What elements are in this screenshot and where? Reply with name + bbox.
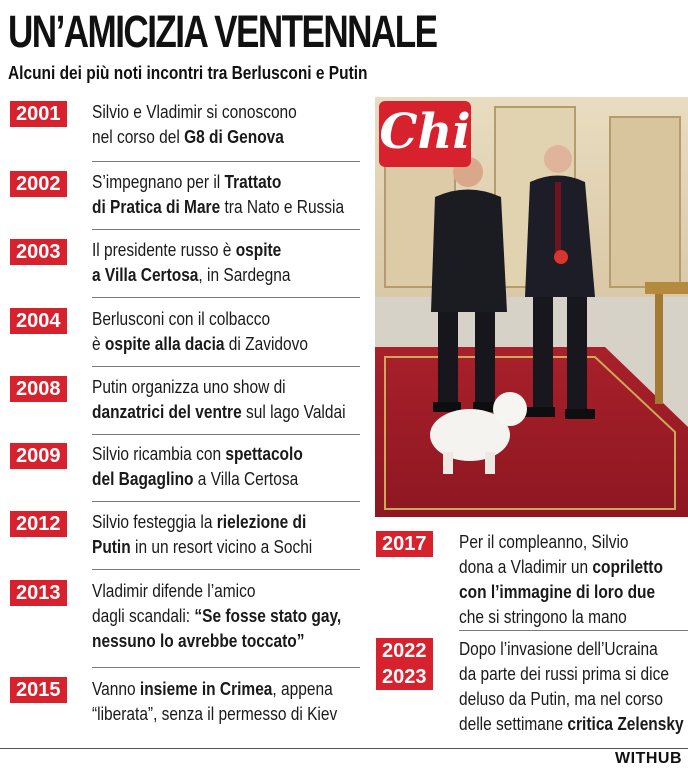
text-line: Berlusconi con il colbacco (92, 309, 271, 329)
text-line: del Bagaglino a Villa Certosa (92, 469, 299, 489)
divider (92, 434, 360, 435)
text-line: Silvio festeggia la rielezione di (92, 512, 307, 532)
timeline-entry-2022-2023 (459, 637, 684, 737)
photo-berlusconi-putin (375, 97, 688, 517)
footer-divider (0, 748, 688, 749)
text-line: dagli scandali: “Se fosse stato gay, (92, 606, 342, 626)
timeline-entry-2015 (92, 677, 337, 727)
text-line: deluso da Putin, ma nel corso (459, 689, 663, 709)
divider (92, 366, 360, 367)
divider (92, 501, 360, 502)
year-badge-2012: 2012 (10, 511, 67, 537)
text-line: che si stringono la mano (459, 607, 627, 627)
text-line: nessuno lo avrebbe toccato” (92, 631, 305, 651)
year-badge-2003: 2003 (10, 239, 67, 265)
text-line: Vanno insieme in Crimea, appena (92, 679, 333, 699)
divider (92, 161, 360, 162)
year-label: 2023 (382, 666, 427, 688)
text-line: Il presidente russo è ospite (92, 240, 282, 260)
timeline-entry-2001 (92, 100, 297, 150)
divider (92, 229, 360, 230)
timeline-entry-2012 (92, 510, 312, 560)
text-line: Silvio ricambia con spettacolo (92, 444, 303, 464)
year-badge-2004: 2004 (10, 308, 67, 334)
divider (92, 297, 360, 298)
year-badge-2009: 2009 (10, 443, 67, 469)
year-badge-2001: 2001 (10, 101, 67, 127)
year-badge-2015: 2015 (10, 677, 67, 703)
text-line: di Pratica di Mare tra Nato e Russia (92, 197, 345, 217)
year-badge-2022-2023 (376, 638, 433, 690)
text-line: delle settimane critica Zelensky (459, 714, 684, 734)
text-line: a Villa Certosa, in Sardegna (92, 265, 291, 285)
timeline-entry-2017 (459, 530, 663, 630)
text-line: Putin in un resort vicino a Sochi (92, 537, 313, 557)
timeline-entry-2008 (92, 375, 346, 425)
text-line: “liberata”, senza il permesso di Kiev (92, 704, 338, 724)
page-title: UN’AMICIZIA VENTENNALE (8, 6, 437, 57)
timeline-entry-2013 (92, 579, 341, 654)
chi-logo-text: Chi (379, 104, 471, 160)
year-badge-2008: 2008 (10, 376, 67, 402)
text-line: Putin organizza uno show di (92, 377, 286, 397)
text-line: da parte dei russi prima si dice (459, 664, 669, 684)
text-line: con l’immagine di loro due (459, 582, 656, 602)
timeline-entry-2003 (92, 238, 290, 288)
year-label: 2022 (382, 640, 427, 662)
text-line: Silvio e Vladimir si conoscono (92, 102, 297, 122)
text-line: dona a Vladimir un copriletto (459, 557, 663, 577)
text-line: è ospite alla dacia di Zavidovo (92, 334, 308, 354)
timeline-entry-2002 (92, 170, 344, 220)
year-badge-2013: 2013 (10, 580, 67, 606)
text-line: Dopo l’invasione dell’Ucraina (459, 639, 658, 659)
text-line: danzatrici del ventre sul lago Valdai (92, 402, 346, 422)
text-line: nel corso del G8 di Genova (92, 127, 284, 147)
year-badge-2017: 2017 (376, 531, 433, 557)
divider (459, 630, 688, 631)
timeline-entry-2004 (92, 307, 308, 357)
page-subtitle: Alcuni dei più noti incontri tra Berlusconi e Putin (8, 63, 368, 83)
divider (92, 569, 360, 570)
text-line: Vladimir difende l’amico (92, 581, 256, 601)
timeline-entry-2009 (92, 442, 303, 492)
year-badge-2002: 2002 (10, 171, 67, 197)
text-line: Per il compleanno, Silvio (459, 532, 629, 552)
divider (92, 667, 360, 668)
brand-logo: WITHUB (615, 750, 682, 767)
text-line: S’impegnano per il Trattato (92, 172, 282, 192)
